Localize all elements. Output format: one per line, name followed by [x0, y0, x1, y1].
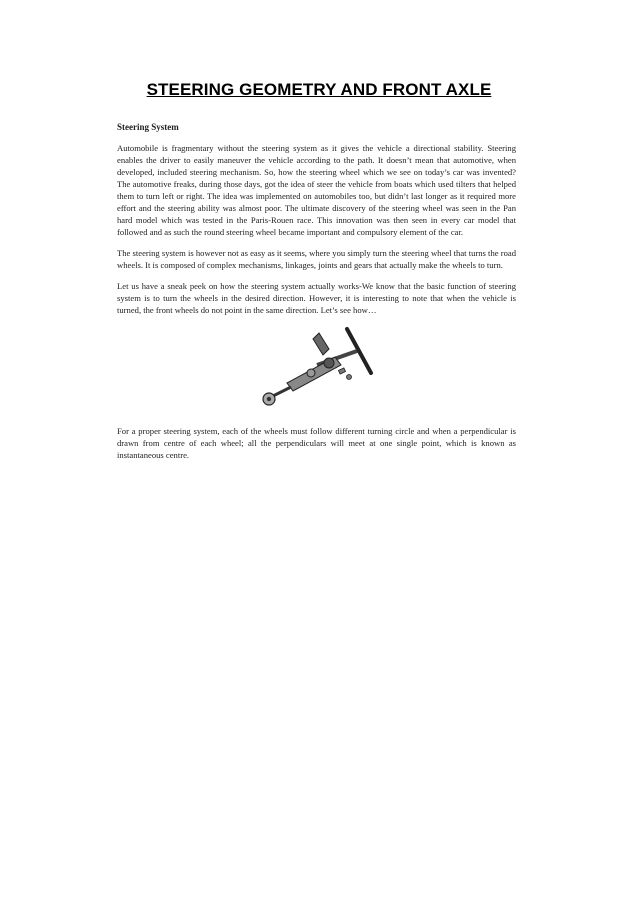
steering-assembly-icon: [257, 325, 377, 411]
paragraph-2: The steering system is however not as easy as it seems, where you simply turn the steering wheel that turns the road wheels. It is composed of complex mechanisms, linkages, joints and gears that actually make the wheels to turn.: [117, 248, 516, 270]
document-body: [117, 121, 516, 470]
page-title: STEERING GEOMETRY AND FRONT AXLE: [146, 80, 492, 99]
paragraph-4: For a proper steering system, each of the wheels must follow different turning circle and when a perpendicular is drawn from centre of each wheel; all the perpendiculars will meet at one single point, which is known as instantaneous centre.: [117, 426, 516, 460]
section-heading: Steering System: [117, 122, 179, 132]
paragraph-3: Let us have a sneak peek on how the steering system actually works-We know that the basic function of steering system is to turn the wheels in the desired direction. However, it is interesting to note that when the vehicle is turned, the front wheels do not point in the same direction. Let’s see how…: [117, 281, 516, 315]
steering-figure: [117, 325, 516, 413]
paragraph-1: Automobile is fragmentary without the steering system as it gives the vehicle a directional stability. Steering enables the driver to easily maneuver the vehicle according to the path. It doesn’t mean that automotive, when developed, included steering mechanism. So, how the steering wheel which we see on today’s car was invented? The automotive freaks, during those days, got the idea of steer the vehicle from boats which used tilters that helped them to turn left or right. The idea was implemented on automobiles too, but didn’t last longer as it required more effort and the steering ability was almost poor. The ultimate discovery of the steering wheel was seen in the Pan hard model which was tested in the Paris-Rouen race. This innovation was then seen in every car model that followed and as such the round steering wheel became important and compulsory element of the car.: [117, 143, 516, 237]
